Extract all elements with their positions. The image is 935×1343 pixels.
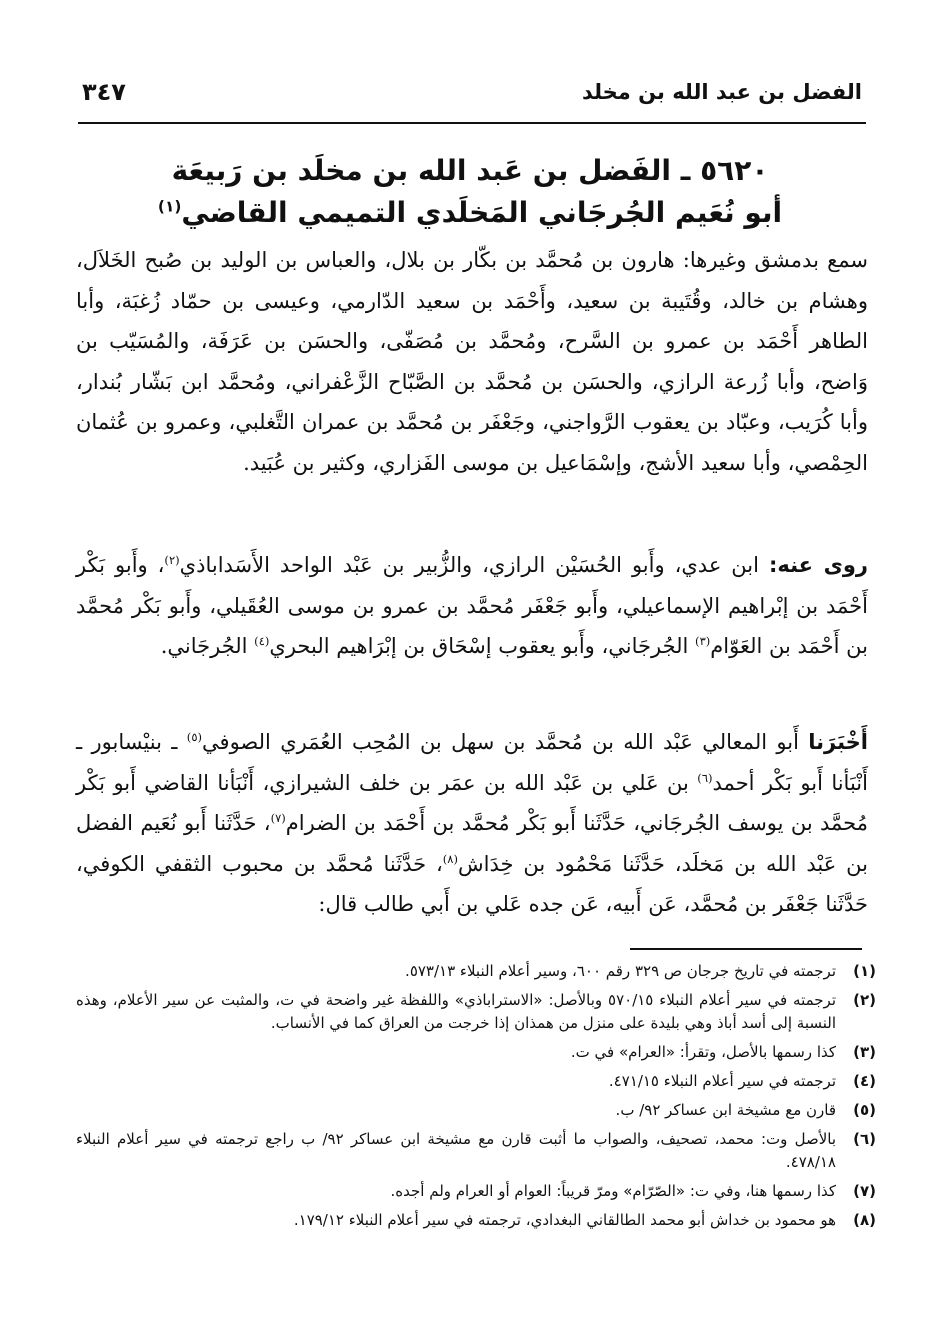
paragraph-text: ، وأَبو بَكْر أَحْمَد بن إبْراهيم الإسماعيلي، وأَبو جَعْفَر مُحمَّد بن عمرو بن موسى العُقَيلي، وأَبو بَكْر مُحمَّد بن أَحْمَد بن العَوّام	[76, 553, 868, 658]
footnote-ref: (١)	[157, 197, 182, 216]
footnote-number: (١)	[853, 962, 876, 980]
footnote-text: كذا رسمها هنا، وفي ت: «الصّرّام» ومرّ قريباً: العوام أو العرام ولم أجده.	[390, 1182, 836, 1200]
footnote-ref: (٨)	[442, 851, 459, 866]
paragraph-text: بن عَلي بن عَبْد الله بن عمَر بن خلف الشيرازي، أَنْبَأنا القاضي أَبو بَكْر مُحمَّد بن يوسف الجُرجَاني، حَدَّثَنا أَبو بَكْر مُحمَّد بن أَحْمَد بن الضرام	[76, 770, 868, 835]
running-header	[82, 78, 862, 122]
entry-heading-line2	[90, 192, 850, 234]
footnote-number: (٤)	[853, 1072, 876, 1090]
footnote-text: ترجمته في سير أعلام النبلاء ٤٧١/١٥.	[608, 1072, 836, 1090]
footnote-divider	[630, 948, 862, 950]
paragraph-text: ـ بنيْسابور ـ أَنْبَأنا أَبو بَكْر أحمد	[76, 730, 868, 795]
entry-heading-name: أبو نُعَيم الجُرجَاني المَخلَدي التميمي القاضي	[181, 196, 783, 229]
footnote-ref: (٧)	[270, 811, 286, 825]
footnote-text: قارن مع مشيخة ابن عساكر ٩٢/ ب.	[615, 1101, 836, 1119]
footnote-text: بالأصل وت: محمد، تصحيف، والصواب ما أثبت قارن مع مشيخة ابن عساكر ٩٢/ ب راجع ترجمته في سير أعلام النبلاء ٤٧٨/١٨.	[76, 1130, 836, 1171]
footnote-number: (٢)	[853, 991, 876, 1009]
footnote	[76, 1128, 876, 1174]
paragraph-teachers: سمع بدمشق وغيرها: هارون بن مُحمَّد بن بكّار بن بلال، والعباس بن الوليد بن صُبح الخَلاَل، وهشام بن خالد، وقُتَيبة بن سعيد، وأَحْمَد بن سعيد الدّارمي، وعيسى بن حمّاد زُغبَة، وأبا الطاهر أَحْمَد بن عمرو بن السَّرح، ومُحمَّد بن مُصَفّى، والحسَن بن عَرَفَة، والمُسَيّب بن وَاضح، وأبا زُرعة الرازي، والحسَن بن مُحمَّد بن الصَّبّاح الزَّعْفراني، ومُحمَّد ابن بَشّار بُندار، وأبا كُرَيب، وعبّاد بن يعقوب الرَّواجني، وجَعْفَر بن مُحمَّد بن عمران التَّغلبي، وعمرو بن عُثمان الحِمْصي، وأبا سعيد الأشج، وإسْمَاعيل بن موسى الفَزاري، وكثير بن عُبَيد.	[76, 248, 868, 475]
paragraph-text: الجُرجَاني، وأَبو يعقوب إسْحَاق بن إبْرَاهيم البحري	[269, 634, 696, 658]
page-number: ٣٤٧	[82, 78, 126, 106]
paragraph-lead: روى عنه:	[768, 553, 868, 577]
footnote	[76, 989, 876, 1035]
footnote-ref: (٥)	[186, 730, 203, 744]
footnote-ref: (٣)	[695, 634, 711, 648]
footnote-text: ترجمته في تاريخ جرجان ص ٣٢٩ رقم ٦٠٠، وسير أعلام النبلاء ٥٧٣/١٣.	[405, 962, 836, 980]
entry-heading	[90, 150, 850, 234]
footnote	[76, 1209, 876, 1232]
entry-heading-line1: ٥٦٢٠ ـ الفَضل بن عَبد الله بن مخلَد بن رَبيعَة	[171, 154, 769, 187]
paragraph-lead: أَخْبَرَنا	[808, 730, 868, 754]
footnote	[76, 1180, 876, 1203]
paragraph-narrators	[76, 545, 868, 667]
footnote-number: (٥)	[853, 1101, 876, 1119]
footnote	[76, 960, 876, 983]
footnote-number: (٨)	[853, 1211, 876, 1229]
footnote	[76, 1070, 876, 1093]
running-title: الفضل بن عبد الله بن مخلد	[581, 80, 862, 104]
footnote-ref: (٤)	[254, 634, 270, 648]
paragraph-text: ابن عدي، وأَبو الحُسَيْن الرازي، والزُّبير بن عَبْد الواحد الأَسَداباذي	[179, 553, 759, 577]
footnote-number: (٦)	[853, 1130, 876, 1148]
footnote	[76, 1041, 876, 1064]
footnote-text: كذا رسمها بالأصل، وتقرأ: «العرام» في ت.	[570, 1043, 836, 1061]
footnote-ref: (٢)	[164, 553, 180, 567]
footnote-number: (٧)	[853, 1182, 876, 1200]
footnote-text: هو محمود بن خداش أبو محمد الطالقاني البغدادي، ترجمته في سير أعلام النبلاء ١٧٩/١٢.	[293, 1211, 836, 1229]
footnotes	[76, 960, 876, 1238]
paragraph-text: أَبو المعالي عَبْد الله بن مُحمَّد بن سهل بن المُحِب العُمَري الصوفي	[202, 730, 809, 754]
footnote-ref: (٦)	[697, 770, 713, 785]
header-divider	[78, 122, 866, 124]
footnote-text: ترجمته في سير أعلام النبلاء ٥٧٠/١٥ وبالأصل: «الاستراباذي» واللفظة غير واضحة في ت، والمثبت عن سير الأعلام، وهذه النسبة إلى أسد أباذ وهي بليدة على منزل من همذان إذا خرجت من العراق كما في الأنساب.	[76, 991, 836, 1032]
paragraph-text: الجُرجَاني.	[160, 634, 255, 658]
paragraph-text: ، حَدَّثَنا أَبو نُعَيم الفضل بن عَبْد الله بن مَخلَد، حَدَّثَنا مَحْمُود بن خِدَاش	[76, 811, 868, 876]
footnote	[76, 1099, 876, 1122]
footnote-number: (٣)	[853, 1043, 876, 1061]
paragraph-text: ، حَدَّثَنا مُحمَّد بن محبوب الثقفي الكوفي، حَدَّثَنا جَعْفَر بن مُحمَّد، عَن أَبيه، عَن جده عَلي بن أَبي طالب قال:	[76, 851, 868, 916]
paragraph-isnad	[76, 722, 868, 925]
